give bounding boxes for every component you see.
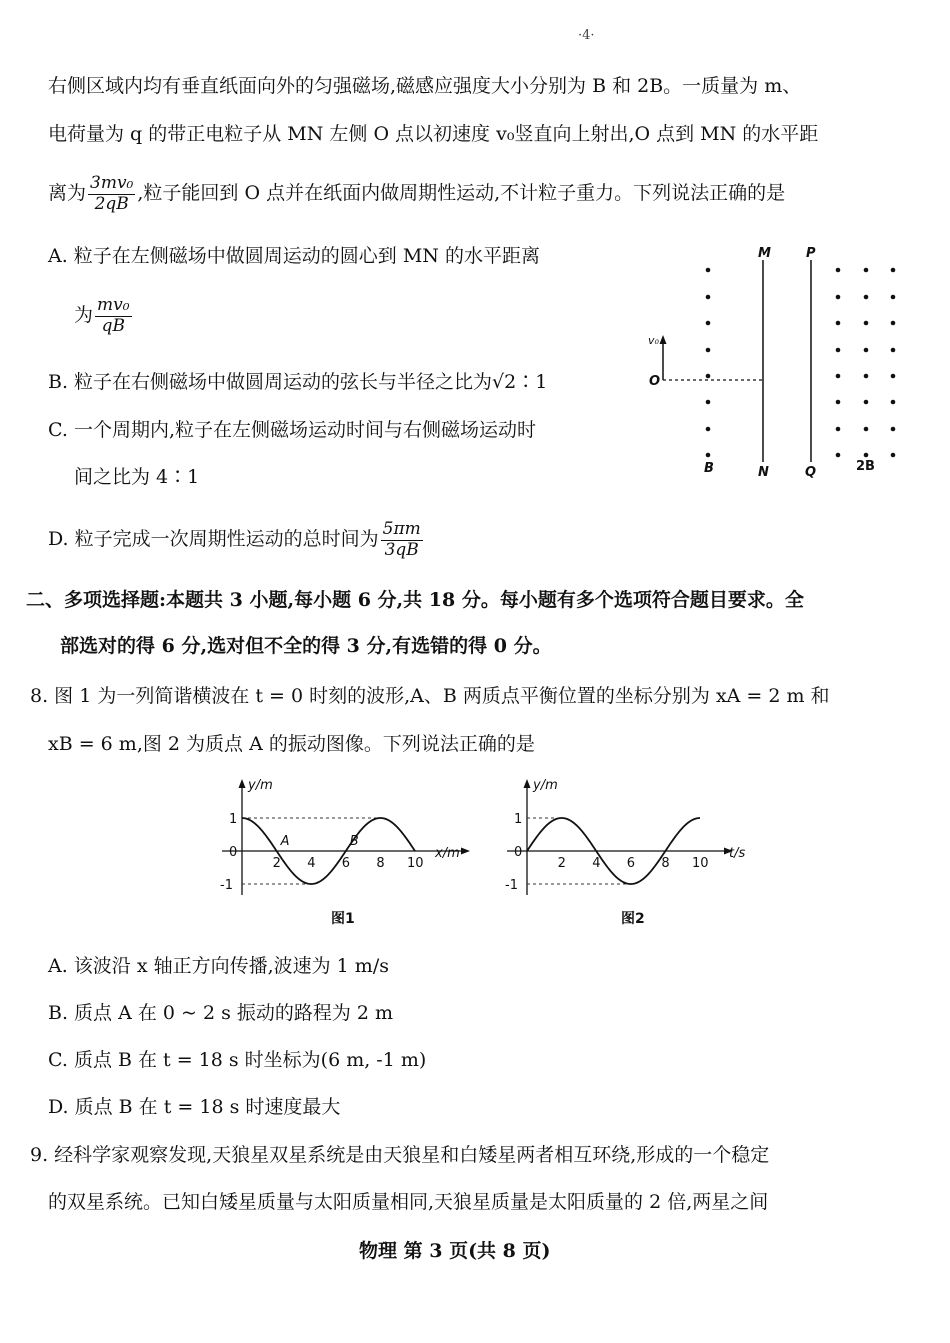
field-dot [891,321,896,326]
field-dot [864,400,869,405]
field-dot [891,295,896,300]
fraction-numerator: 5πm [382,519,421,539]
q7-option-d-pre: D. 粒子完成一次周期性运动的总时间为 [48,528,379,551]
field-dot [706,427,711,432]
label-2b-field: 2B [856,459,875,474]
field-dot [836,374,841,379]
field-dot [891,453,896,458]
q9-line1: 9. 经科学家观察发现,天狼星双星系统是由天狼星和白矮星两者相互环绕,形成的一个稳定 [30,1144,770,1166]
field-dot [706,348,711,353]
field-dot [836,453,841,458]
label-m: M [758,246,771,261]
field-dot [706,453,711,458]
q7-line3-post: ,粒子能回到 O 点并在纸面内做周期性运动,不计粒子重力。下列说法正确的是 [137,182,786,205]
fraction-denominator: qB [101,315,125,336]
field-dot [706,374,711,379]
magnetic-field-diagram [640,240,920,485]
field-dot [891,348,896,353]
q7-line2: 电荷量为 q 的带正电粒子从 MN 左侧 O 点以初速度 v₀竖直向上射出,O 点到 MN 的水平距 [48,123,819,145]
q7-option-d [48,520,425,560]
y-tick-1: 1 [229,812,238,827]
fig2-caption: 图2 [621,911,645,927]
q7-option-d-fraction [381,520,423,560]
velocity-arrowhead [660,335,667,344]
field-dot [891,268,896,273]
section2-heading-line2: 部选对的得 6 分,选对但不全的得 3 分,有选错的得 0 分。 [60,635,552,657]
q7-line1: 右侧区域内均有垂直纸面向外的匀强磁场,磁感应强度大小分别为 B 和 2B。一质量为 m、 [48,75,802,97]
t-axis-label: t/s [729,846,746,861]
y-axis-arrow [524,779,531,788]
field-dot [706,268,711,273]
x-tick-label: 10 [692,856,709,871]
field-dot [864,453,869,458]
field-dot [891,400,896,405]
x-tick-label: 4 [592,856,601,871]
q7-option-a-line2 [74,296,134,336]
label-o: O [649,374,661,389]
x-tick-label: 10 [407,856,424,871]
field-dot [836,321,841,326]
q7-option-a-line1: A. 粒子在左侧磁场中做圆周运动的圆心到 MN 的水平距离 [48,245,540,267]
q8-option-d: D. 质点 B 在 t = 18 s 时速度最大 [48,1096,341,1118]
y-tick-0: 0 [514,845,523,860]
fraction-numerator: 3mv₀ [90,173,134,193]
label-p: P [806,246,816,261]
field-dot [891,427,896,432]
field-dot [836,427,841,432]
q8-option-c: C. 质点 B 在 t = 18 s 时坐标为(6 m, -1 m) [48,1049,427,1071]
fraction-numerator: mv₀ [97,295,130,315]
field-dot [836,268,841,273]
q7-option-a-pre: 为 [74,304,94,327]
y-axis-label: y/m [533,778,558,793]
wave-chart-fig1 [212,775,474,900]
q7-distance-fraction [88,174,135,214]
y-tick-0: 0 [229,845,238,860]
field-dot [864,321,869,326]
field-dot [836,348,841,353]
q8-line2: xB = 6 m,图 2 为质点 A 的振动图像。下列说法正确的是 [48,733,535,755]
field-dot [864,268,869,273]
x-tick-label: 2 [272,856,281,871]
page-top-mark: ·4· [578,28,595,43]
x-tick-label: 8 [661,856,670,871]
field-dot [864,348,869,353]
point-a-label: A [280,834,290,849]
q9-line2: 的双星系统。已知白矮星质量与太阳质量相同,天狼星质量是太阳质量的 2 倍,两星之间 [48,1191,769,1213]
field-dot [836,295,841,300]
x-tick-label: 8 [376,856,385,871]
field-dot [706,321,711,326]
fig1-caption: 图1 [331,911,355,927]
field-dot [836,400,841,405]
q7-option-c-line1: C. 一个周期内,粒子在左侧磁场运动时间与右侧磁场运动时 [48,419,536,441]
x-tick-label: 6 [341,856,351,871]
x-axis-label: x/m [435,846,460,861]
q7-line3 [48,174,785,214]
q7-option-b: B. 粒子在右侧磁场中做圆周运动的弦长与半径之比为√2∶1 [48,371,548,393]
x-tick-label: 4 [307,856,316,871]
section2-heading-line1: 二、多项选择题:本题共 3 小题,每小题 6 分,共 18 分。每小题有多个选项符合题目要求。全 [26,589,804,611]
y-axis-arrow [239,779,246,788]
x-tick-label: 2 [557,856,566,871]
y-tick-neg1: -1 [505,878,518,893]
field-dot [864,295,869,300]
right-field-dots [836,268,896,458]
vibration-chart-fig2 [497,775,759,900]
q7-line3-pre: 离为 [48,182,87,205]
y-axis-label: y/m [248,778,273,793]
q8-option-a: A. 该波沿 x 轴正方向传播,波速为 1 m/s [48,955,389,977]
x-axis-arrow [461,848,470,855]
label-n: N [758,465,769,480]
left-field-dots [706,268,711,458]
label-q: Q [805,465,817,480]
fraction-denominator: 3qB [384,539,419,560]
y-tick-neg1: -1 [220,878,233,893]
q8-line1: 8. 图 1 为一列简谐横波在 t = 0 时刻的波形,A、B 两质点平衡位置的坐标分别为 xA = 2 m 和 [30,685,830,707]
label-b-field: B [704,461,714,476]
field-dot [891,374,896,379]
q7-option-c-line2: 间之比为 4∶1 [74,466,200,488]
q8-option-b: B. 质点 A 在 0 ~ 2 s 振动的路程为 2 m [48,1002,394,1024]
page-footer: 物理 第 3 页(共 8 页) [359,1240,551,1262]
point-b-label: B [349,834,359,849]
x-tick-label: 6 [626,856,636,871]
field-dot [864,427,869,432]
field-dot [706,400,711,405]
y-tick-1: 1 [514,812,523,827]
field-dot [864,374,869,379]
label-v0: v₀ [648,334,659,347]
q7-option-a-fraction [95,296,132,336]
fraction-denominator: 2qB [94,193,129,214]
field-dot [706,295,711,300]
